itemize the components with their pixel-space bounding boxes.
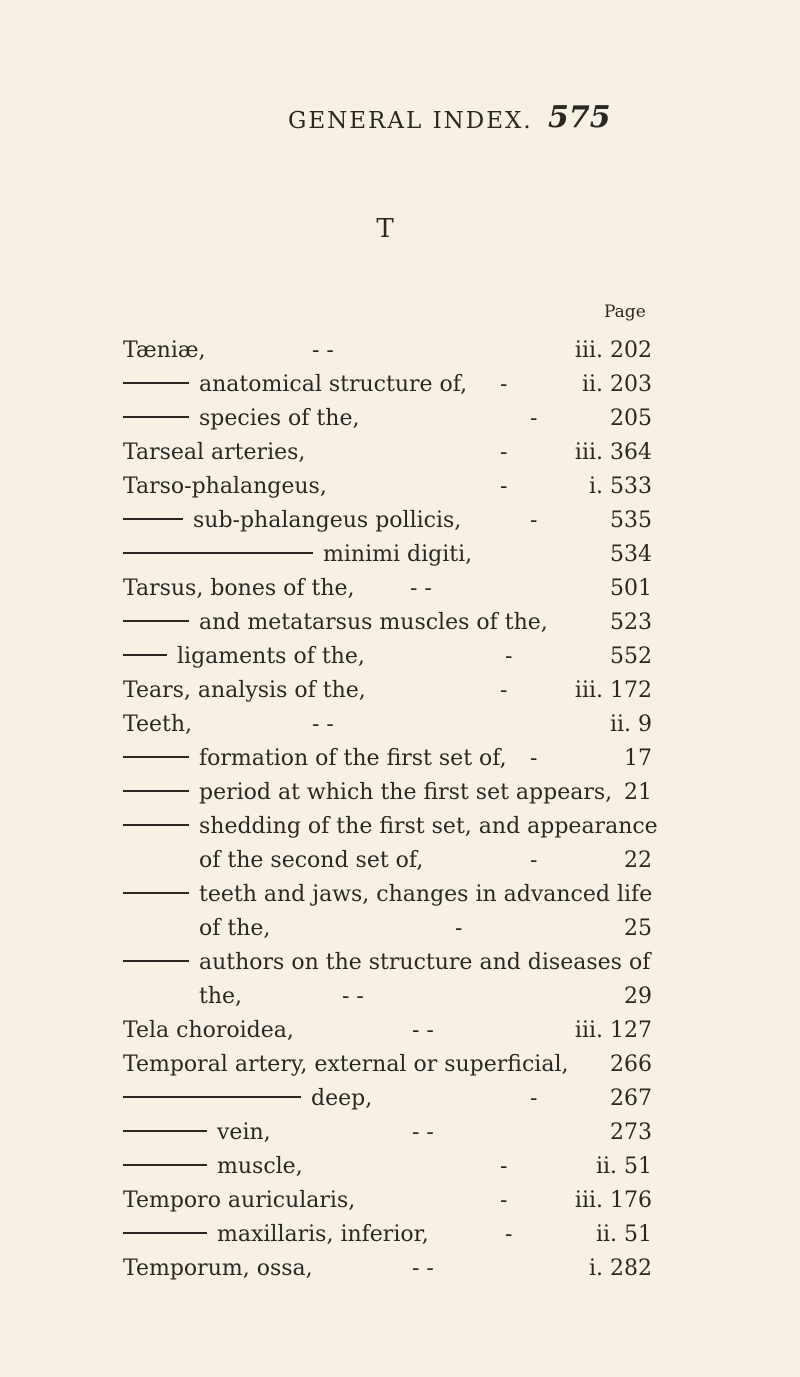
index-entry bbox=[0, 1116, 800, 1150]
index-entry bbox=[0, 946, 800, 980]
entry-term: of the, bbox=[199, 916, 271, 941]
entry-page-ref: 22 bbox=[624, 848, 652, 873]
index-entry bbox=[0, 708, 800, 742]
entry-page-ref: 501 bbox=[610, 576, 652, 601]
entry-term: Tarseal arteries, bbox=[123, 440, 306, 465]
entry-page-ref: 273 bbox=[610, 1120, 652, 1145]
entry-page-ref: i. 533 bbox=[588, 474, 652, 499]
index-entries bbox=[0, 334, 800, 1286]
entry-page-ref: iii. 172 bbox=[574, 678, 652, 703]
entry-term: ligaments of the, bbox=[177, 644, 365, 669]
continuation-dash bbox=[123, 654, 167, 656]
continuation-dash bbox=[123, 382, 189, 384]
entry-filler: - - bbox=[412, 1256, 434, 1281]
entry-term: Tela choroidea, bbox=[123, 1018, 294, 1043]
entry-page-ref: 534 bbox=[610, 542, 652, 567]
continuation-dash bbox=[123, 552, 313, 554]
entry-filler: - bbox=[530, 406, 538, 431]
entry-filler: - bbox=[530, 1086, 538, 1111]
continuation-dash bbox=[123, 790, 189, 792]
entry-page-ref: ii. 51 bbox=[595, 1222, 652, 1247]
index-entry bbox=[0, 1184, 800, 1218]
entry-filler: - bbox=[530, 848, 538, 873]
index-entry bbox=[0, 1014, 800, 1048]
entry-filler: - bbox=[500, 372, 508, 397]
index-entry bbox=[0, 504, 800, 538]
index-entry bbox=[0, 606, 800, 640]
page-number: 575 bbox=[548, 100, 611, 135]
index-entry bbox=[0, 912, 800, 946]
continuation-dash bbox=[123, 756, 189, 758]
entry-term: Temporum, ossa, bbox=[123, 1256, 313, 1281]
index-entry bbox=[0, 334, 800, 368]
entry-filler: - bbox=[505, 1222, 513, 1247]
entry-filler: - bbox=[530, 508, 538, 533]
entry-filler: - - bbox=[412, 1120, 434, 1145]
continuation-dash bbox=[123, 1096, 301, 1098]
entry-term: deep, bbox=[311, 1086, 373, 1111]
entry-page-ref: 552 bbox=[610, 644, 652, 669]
index-entry bbox=[0, 1048, 800, 1082]
entry-term: minimi digiti, bbox=[323, 542, 473, 567]
entry-page-ref: ii. 9 bbox=[609, 712, 652, 737]
entry-page-ref: iii. 202 bbox=[574, 338, 652, 363]
entry-filler: - - bbox=[412, 1018, 434, 1043]
entry-term: sub-phalangeus pollicis, bbox=[193, 508, 462, 533]
index-entry bbox=[0, 674, 800, 708]
continuation-dash bbox=[123, 1130, 207, 1132]
entry-filler: - bbox=[505, 644, 513, 669]
entry-term: of the second set of, bbox=[199, 848, 424, 873]
continuation-dash bbox=[123, 518, 183, 520]
index-entry bbox=[0, 1150, 800, 1184]
entry-term: Tarso-phalangeus, bbox=[123, 474, 327, 499]
entry-filler: - - bbox=[342, 984, 364, 1009]
continuation-dash bbox=[123, 1232, 207, 1234]
entry-term: Temporal artery, external or superficial, bbox=[123, 1052, 569, 1077]
index-entry bbox=[0, 1252, 800, 1286]
entry-filler: - - bbox=[312, 338, 334, 363]
index-entry bbox=[0, 470, 800, 504]
entry-page-ref: i. 282 bbox=[588, 1256, 652, 1281]
entry-term: Tears, analysis of the, bbox=[123, 678, 366, 703]
page-column-heading: Page bbox=[604, 302, 646, 322]
index-entry bbox=[0, 844, 800, 878]
entry-term: and metatarsus muscles of the, bbox=[199, 610, 548, 635]
entry-filler: - bbox=[500, 440, 508, 465]
entry-page-ref: 205 bbox=[610, 406, 652, 431]
section-letter: T bbox=[376, 214, 394, 244]
entry-page-ref: 25 bbox=[624, 916, 652, 941]
index-entry bbox=[0, 878, 800, 912]
entry-term: anatomical structure of, bbox=[199, 372, 468, 397]
index-entry bbox=[0, 742, 800, 776]
entry-page-ref: 523 bbox=[610, 610, 652, 635]
continuation-dash bbox=[123, 1164, 207, 1166]
entry-filler: - bbox=[500, 474, 508, 499]
entry-term: Temporo auricularis, bbox=[123, 1188, 356, 1213]
index-entry bbox=[0, 436, 800, 470]
index-entry bbox=[0, 980, 800, 1014]
entry-term: vein, bbox=[217, 1120, 271, 1145]
running-title: GENERAL INDEX. bbox=[288, 108, 533, 134]
entry-page-ref: iii. 176 bbox=[574, 1188, 652, 1213]
entry-term: Tarsus, bones of the, bbox=[123, 576, 355, 601]
entry-term: teeth and jaws, changes in advanced life bbox=[199, 882, 653, 907]
continuation-dash bbox=[123, 824, 189, 826]
entry-filler: - bbox=[500, 1188, 508, 1213]
entry-page-ref: 267 bbox=[610, 1086, 652, 1111]
entry-term: formation of the first set of, bbox=[199, 746, 507, 771]
entry-term: authors on the structure and diseases of bbox=[199, 950, 651, 975]
entry-page-ref: 21 bbox=[624, 780, 652, 805]
index-entry bbox=[0, 810, 800, 844]
entry-term: the, bbox=[199, 984, 243, 1009]
entry-term: Tæniæ, bbox=[123, 338, 206, 363]
entry-page-ref: 266 bbox=[610, 1052, 652, 1077]
entry-term: maxillaris, inferior, bbox=[217, 1222, 429, 1247]
index-entry bbox=[0, 1218, 800, 1252]
entry-filler: - bbox=[500, 1154, 508, 1179]
entry-page-ref: iii. 127 bbox=[574, 1018, 652, 1043]
index-entry bbox=[0, 538, 800, 572]
entry-filler: - bbox=[530, 746, 538, 771]
entry-filler: - - bbox=[410, 576, 432, 601]
entry-term: muscle, bbox=[217, 1154, 303, 1179]
index-entry bbox=[0, 572, 800, 606]
entry-filler: - - bbox=[312, 712, 334, 737]
entry-term: period at which the first set appears, bbox=[199, 780, 613, 805]
entry-term: shedding of the first set, and appearance bbox=[199, 814, 658, 839]
index-entry bbox=[0, 368, 800, 402]
continuation-dash bbox=[123, 960, 189, 962]
entry-page-ref: ii. 203 bbox=[581, 372, 652, 397]
entry-page-ref: 17 bbox=[624, 746, 652, 771]
index-entry bbox=[0, 776, 800, 810]
entry-page-ref: iii. 364 bbox=[574, 440, 652, 465]
entry-page-ref: ii. 51 bbox=[595, 1154, 652, 1179]
index-entry bbox=[0, 640, 800, 674]
continuation-dash bbox=[123, 620, 189, 622]
entry-term: species of the, bbox=[199, 406, 360, 431]
index-entry bbox=[0, 402, 800, 436]
index-entry bbox=[0, 1082, 800, 1116]
entry-page-ref: 535 bbox=[610, 508, 652, 533]
continuation-dash bbox=[123, 892, 189, 894]
entry-filler: - bbox=[500, 678, 508, 703]
entry-filler: - bbox=[455, 916, 463, 941]
entry-term: Teeth, bbox=[123, 712, 193, 737]
continuation-dash bbox=[123, 416, 189, 418]
entry-page-ref: 29 bbox=[624, 984, 652, 1009]
